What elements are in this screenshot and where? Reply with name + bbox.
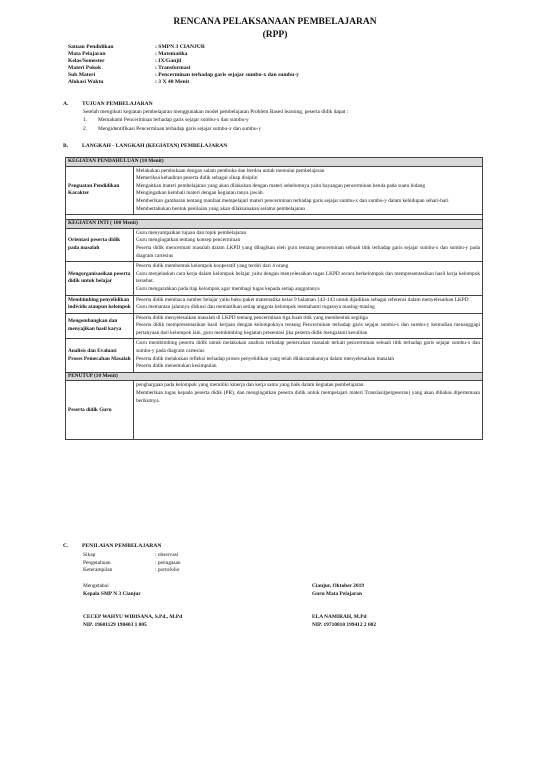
identity-value: : 3 X 40 Menit: [155, 78, 190, 85]
activities-table: [65, 157, 483, 440]
section-b-heading: [63, 143, 227, 149]
closing-activities: [134, 381, 483, 440]
document-subtitle: (RPP): [262, 30, 288, 40]
activity-line: Mengingatkan kembali materi dengan kegiatan tanya jawab.: [136, 190, 264, 197]
table-row: [66, 313, 483, 339]
core-activities: [134, 262, 483, 295]
identity-block: [68, 44, 299, 85]
goal-text: Memahami Pencerminan terhadap garis sejajar sumbu-x dan sumbu-y: [98, 117, 249, 123]
section-a-title: TUJUAN PEMBELAJARAN: [82, 101, 153, 107]
table-row: [66, 262, 483, 295]
assessment-row: [83, 567, 181, 575]
identity-row: [68, 58, 299, 65]
identity-row: [68, 72, 299, 79]
assessment-value: : penugasan: [155, 559, 181, 566]
goal-text: Mengidentifikasi Pencerminan terhadap garis sejajar sumbu-x dan sumbu-y: [98, 126, 262, 132]
core-stage: Analisis dan Evaluasi Proses Pemecahan Masalah: [66, 339, 134, 372]
signature-right-nip: NIP. 19710810 199412 2 002: [312, 621, 377, 628]
section-c-title: PENILAIAN PEMBELAJARAN: [82, 543, 162, 549]
signature-right: [312, 583, 376, 629]
activity-line: Guru menyampaikan tujuan dan topik pembelajaran: [136, 229, 247, 236]
assessment-value: : portofolio: [155, 567, 180, 574]
closing-head: PENUTUP (10 Menit): [66, 372, 483, 381]
opening-stage: Penguatan Pendidikan Karakter: [66, 166, 134, 215]
activity-line: Peserta didik mempresentasikan hasil kerjaan dengan kelompoknya tentang Pencerminan terhadap garis sejajar sumbu-x dan sumbu-y kemudian menanggapi pertanyaan dari kelompok lain, guru membimbing kegiatan presentasi jika peserta didik mengalami kesulitan: [136, 322, 480, 336]
activity-line: Guru menjelaskan cara kerja dalam kelompok belajar yaitu dengan menyelesaikan tugas LKPD secara berkelompok dan mempresentasikan hasil kerja kelompok tersebut.: [136, 270, 480, 285]
identity-row: [68, 79, 299, 86]
table-row: [66, 166, 483, 215]
identity-key: Satuan Pendidikan: [68, 44, 114, 50]
signature-left-line2: Kepala SMP N 3 Cianjur: [83, 590, 141, 597]
activity-line: Peserta didik menemukan kesimpulan: [136, 363, 217, 370]
table-row: [66, 339, 483, 372]
opening-head: KEGIATAN PENDAHULUAN (10 Menit): [66, 158, 483, 167]
activity-line: Guru memantau jalannya diskusi dan memastikan setiap anggota kelompok memahami tugasnya masing-masing: [136, 304, 375, 311]
section-b-label: B.: [63, 143, 69, 149]
goal-item: [83, 117, 249, 123]
assessment-key: Pengetahuan: [83, 559, 111, 566]
identity-row: [68, 51, 299, 58]
core-stage: Mengorganisasikan peserta didik untuk belajar: [66, 262, 134, 295]
activity-line: Memeriksa kehadiran peserta didik sebagai sikap disiplin: [136, 175, 258, 182]
opening-activities: [134, 166, 483, 215]
table-section-row: [66, 372, 483, 381]
activity-line: Peserta didik melakukan refleksi terhadap proses penyelidikan yang telah dilaksanakannya dalam menyelesaikan masalah: [136, 355, 394, 362]
signature-right-line2: Guru Mata Pelajaran: [312, 590, 363, 597]
identity-value: : Transformasi: [155, 64, 191, 71]
identity-key: Mata Pelajaran: [68, 50, 106, 57]
core-activities: [134, 313, 483, 339]
table-section-row: [66, 220, 483, 229]
activity-line: Peserta didik membaca sumber belajar yaitu buku paket matematika kelas 9 halaman 142-143 untuk dijadikan sebagai referensi dalam menyelesaikan LKPD: [136, 296, 469, 303]
signature-right-line1: Cianjur, Oktober 2019: [312, 583, 364, 589]
core-head: KEGIATAN INTI ( 100 Menit): [66, 220, 483, 229]
identity-key: Sub Materi: [68, 71, 96, 78]
activity-line: Melakukan pembukaan dengan salam pembuka dan berdoa untuk memulai pembelajaran: [136, 167, 325, 174]
core-stage: Orientasi peserta didik pada masalah: [66, 228, 134, 261]
activity-line: Peserta didik membentuk kelompok kooperatif yang terdiri dari 4 orang: [136, 263, 289, 270]
identity-key: Alokasi Waktu: [68, 78, 104, 85]
signature-right-name: ELA NAMIRAH, M.Pd: [312, 614, 367, 621]
activity-line: Peserta didik mencermati masalah dalam LKPD yang dibagikan oleh guru tentang pencerminan sebuah titik terhadap garis sejajar sumbu-x dan sumbu-y pada diagram cartesius: [136, 244, 480, 259]
section-a-heading: [63, 101, 153, 107]
table-section-row: [66, 158, 483, 167]
activity-line: penghargaan pada kelompok yang memiliki kinerja dan kerja sama yang baik dalam kegiatan pembelajaran.: [136, 382, 365, 389]
core-activities: [134, 339, 483, 372]
table-row: [66, 228, 483, 261]
signature-left-name: CECEP WAHYU WIBISANA, S.Pd., M.Pd: [83, 614, 183, 621]
closing-stage: Peserta didik Guru: [66, 381, 134, 440]
identity-value: : IX/Ganjil: [155, 57, 182, 64]
core-activities: [134, 228, 483, 261]
table-row: [66, 295, 483, 313]
identity-row: [68, 65, 299, 72]
assessment-value: : observasi: [155, 552, 179, 558]
signature-left-line1: Mengetahui: [83, 583, 109, 589]
assessment-block: [83, 552, 181, 575]
section-b-title: LANGKAH - LANGKAH (KEGIATAN) PEMBELAJARAN: [82, 143, 228, 149]
table-row: [66, 381, 483, 440]
identity-key: Kelas/Semester: [68, 57, 105, 64]
signature-left-nip: NIP. 19601129 198403 1 005: [83, 621, 147, 628]
core-stage: Mengembangkan dan menyajikan hasil karya: [66, 313, 134, 339]
document-title: RENCANA PELAKSANAAN PEMBELAJARAN: [173, 17, 377, 27]
activity-line: Memberikan tugas kepada peserta didik (PR), dan mengingatkan peserta didik untuk mempelajari materi Translasi(pergeseran) yang akan dibahas dipertemuan berikutnya.: [136, 390, 480, 404]
assessment-key: Keterampilan: [83, 567, 113, 574]
activity-line: Guru membimbing peserta didik untuk melakukan analisis terhadap pemecahan masalah terkait pencerminan sebuah titik terhadap garis sejajar sumbu-x dan sumbu-y pada diagram cartesius: [136, 340, 480, 355]
assessment-row: [83, 552, 181, 560]
activity-line: Mengaitkan materi pembelajaran yang akan dilakukan dengan materi sebelumnya yaitu bayangan pencerminan benda pada suatu bidang: [136, 182, 426, 189]
section-c-heading: [63, 543, 161, 549]
section-a-intro: Setelah mengikuti kegiatan pembelajaran menggunakan model pembelajaran Problem Based learning, peserta didik dapat :: [83, 109, 349, 115]
activity-line: Guru mengingatkan tentang konsep pencerminan: [136, 237, 241, 244]
identity-value: : SMPN 3 CIANJUR: [155, 44, 205, 50]
assessment-key: Sikap: [83, 552, 96, 558]
goal-item: [83, 126, 261, 132]
core-activities: [134, 295, 483, 313]
activity-line: Membertahukan bentuk penilaian yang akan dilaksanakan selama pembelajaran: [136, 205, 305, 212]
core-stage: Membimbing penyelidikan individu ataupun kelompok: [66, 295, 134, 313]
activity-line: Memberikan gambaran tentang manfaat mempelajari materi pencerminan terhadap garis sejajar sumbu-x dan sumbu-y dalam kehidupan sehari-hari: [136, 197, 449, 204]
identity-value: : Matematika: [155, 50, 188, 57]
signature-left: [83, 583, 182, 629]
identity-row: [68, 44, 299, 51]
goal-number: 1.: [83, 117, 88, 123]
activity-line: Guru mengarahkan pada tiap kelompok agar membagi tugas kepada setiap anggotanya: [136, 285, 320, 292]
identity-key: Materi Pokok: [68, 64, 102, 71]
activity-line: Peserta didik menyelesaikan masalah di LKPD tentang pencerminan tiga buah titik yang membentuk segitiga: [136, 314, 368, 321]
section-c-label: C.: [63, 543, 69, 549]
identity-value: : Pencerminan terhadap garis sejajar sumbu-x dan sumbu-y: [155, 71, 299, 78]
goal-number: 2.: [83, 126, 88, 132]
section-a-label: A.: [63, 101, 69, 107]
